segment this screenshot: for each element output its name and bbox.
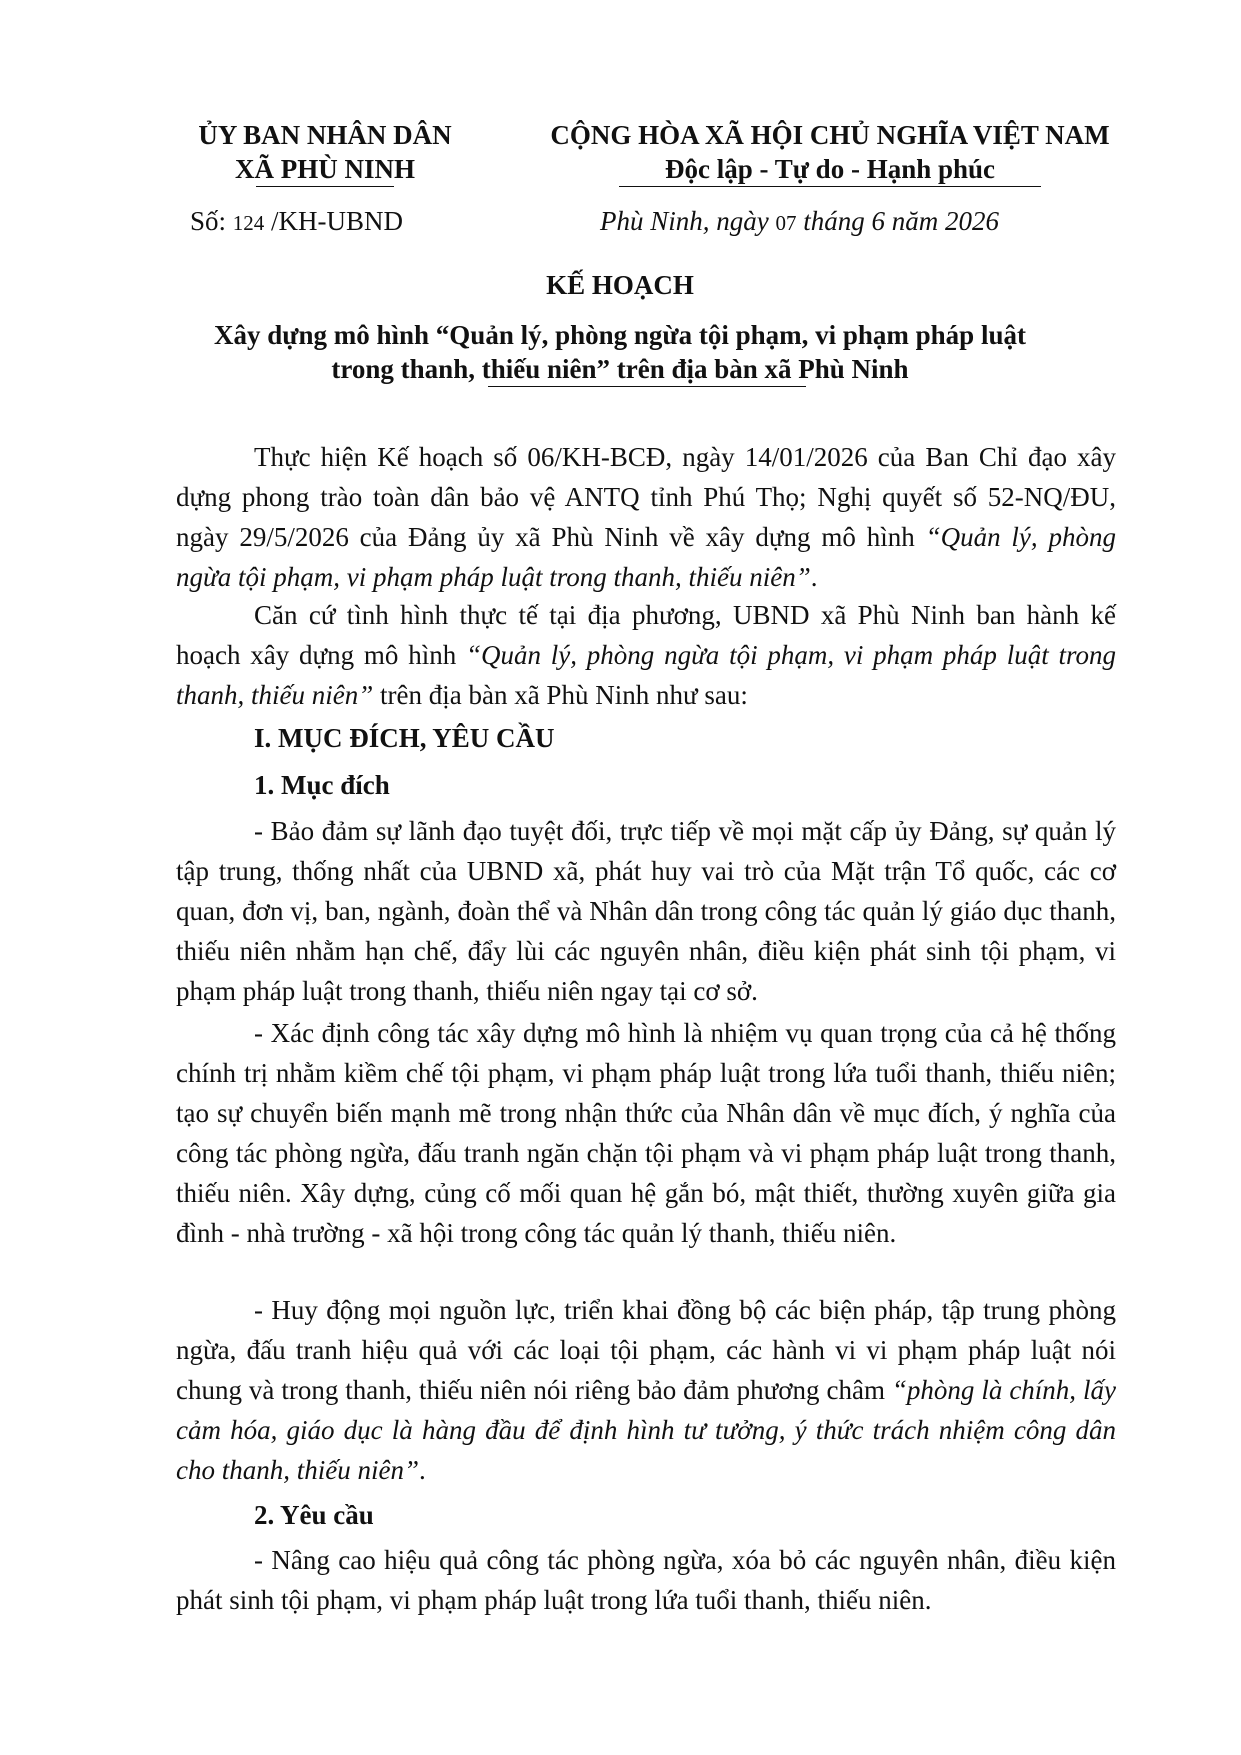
agency-line-2: XÃ PHÙ NINH [235, 154, 415, 184]
paragraph-implementation-basis: Thực hiện Kế hoạch số 06/KH-BCĐ, ngày 14/01/2026 của Ban Chỉ đạo xây dựng phong trào toàn dân bảo vệ ANTQ tỉnh Phú Thọ; Nghị quyết số 52-NQ/ĐU, ngày 29/5/2026 của Đảng ủy xã Phù Ninh về xây dựng mô hình “Quản lý, phòng ngừa tội phạm, vi phạm pháp luật trong thanh, thiếu niên”. [176, 442, 1117, 592]
doc-no-prefix: Số: [190, 206, 227, 236]
paragraph-purpose-1: - Bảo đảm sự lãnh đạo tuyệt đối, trực tiếp về mọi mặt cấp ủy Đảng, sự quản lý tập trung, thống nhất của UBND xã, phát huy vai trò của Mặt trận Tổ quốc, các cơ quan, đơn vị, ban, ngành, đoàn thể và Nhân dân trong công tác quản lý giáo dục thanh, thiếu niên nhằm hạn chế, đẩy lùi các nguyên nhân, điều kiện phát sinh tội phạm, vi phạm pháp luật trong thanh, thiếu niên ngay tại cơ sở. [176, 816, 1116, 1006]
motto-underline [619, 186, 1041, 187]
title-line-1: Xây dựng mô hình “Quản lý, phòng ngừa tội phạm, vi phạm pháp luật [214, 320, 1026, 350]
issue-date [600, 204, 999, 240]
model-name-italic: “Quản lý, phòng ngừa tội phạm, vi phạm pháp luật trong thanh, thiếu niên” [176, 522, 1117, 592]
paragraph-legal-grounds: Căn cứ tình hình thực tế tại địa phương, UBND xã Phù Ninh ban hành kế hoạch xây dựng mô hình “Quản lý, phòng ngừa tội phạm, vi phạm pháp luật trong thanh, thiếu niên” trên địa bàn xã Phù Ninh như sau: [176, 600, 1116, 710]
doc-no-value: 124 [232, 211, 265, 235]
national-heading [520, 118, 1140, 186]
paragraph-purpose-2: - Xác định công tác xây dựng mô hình là nhiệm vụ quan trọng của cả hệ thống chính trị nhằm kiềm chế tội phạm, vi phạm pháp luật trong lứa tuổi thanh, thiếu niên; tạo sự chuyển biến mạnh mẽ trong nhận thức của Nhân dân về mục đích, ý nghĩa của công tác phòng ngừa, đấu tranh ngăn chặn tội phạm và vi phạm pháp luật trong thanh, thiếu niên. Xây dựng, củng cố mối quan hệ gắn bó, mật thiết, thường xuyên giữa gia đình - nhà trường - xã hội trong công tác quản lý thanh, thiếu niên. [176, 1018, 1116, 1248]
agency-underline [256, 186, 394, 187]
agency-line-1: ỦY BAN NHÂN DÂN [198, 120, 452, 150]
document-title [150, 268, 1090, 386]
date-day: 07 [775, 211, 797, 235]
subsection-heading-purpose: 1. Mục đích [254, 770, 390, 800]
title-line-2: trong thanh, thiếu niên” trên địa bàn xã Phù Ninh [331, 354, 909, 384]
section-heading-1: I. MỤC ĐÍCH, YÊU CẦU [254, 723, 555, 753]
title-underline [488, 386, 806, 387]
motto-line: Độc lập - Tự do - Hạnh phúc [664, 154, 996, 184]
document-number [190, 204, 403, 240]
issuing-agency [150, 118, 500, 186]
nation-line-1: CỘNG HÒA XÃ HỘI CHỦ NGHĨA VIỆT NAM [550, 120, 1110, 150]
paragraph-requirements-1: - Nâng cao hiệu quả công tác phòng ngừa, xóa bỏ các nguyên nhân, điều kiện phát sinh tội phạm, vi phạm pháp luật trong lứa tuổi thanh, thiếu niên. [176, 1545, 1116, 1615]
model-name-italic: “Quản lý, phòng ngừa tội phạm, vi phạm pháp luật trong thanh, thiếu niên” [176, 640, 1116, 710]
date-prefix: Phù Ninh, ngày [600, 206, 769, 236]
date-suffix: tháng 6 năm 2026 [803, 206, 999, 236]
document-kind: KẾ HOẠCH [546, 270, 694, 300]
motto-italic: “phòng là chính, lấy cảm hóa, giáo dục là hàng đầu để định hình tư tưởng, ý thức trách nhiệm công dân cho thanh, thiếu niên” [176, 1375, 1116, 1485]
doc-no-suffix: /KH-UBND [271, 206, 404, 236]
subsection-heading-requirements: 2. Yêu cầu [254, 1500, 374, 1530]
paragraph-purpose-3: - Huy động mọi nguồn lực, triển khai đồng bộ các biện pháp, tập trung phòng ngừa, đấu tranh hiệu quả với các loại tội phạm, các hành vi vi phạm pháp luật nói chung và trong thanh, thiếu niên nói riêng bảo đảm phương châm “phòng là chính, lấy cảm hóa, giáo dục là hàng đầu để định hình tư tưởng, ý thức trách nhiệm công dân cho thanh, thiếu niên”. [176, 1295, 1116, 1485]
